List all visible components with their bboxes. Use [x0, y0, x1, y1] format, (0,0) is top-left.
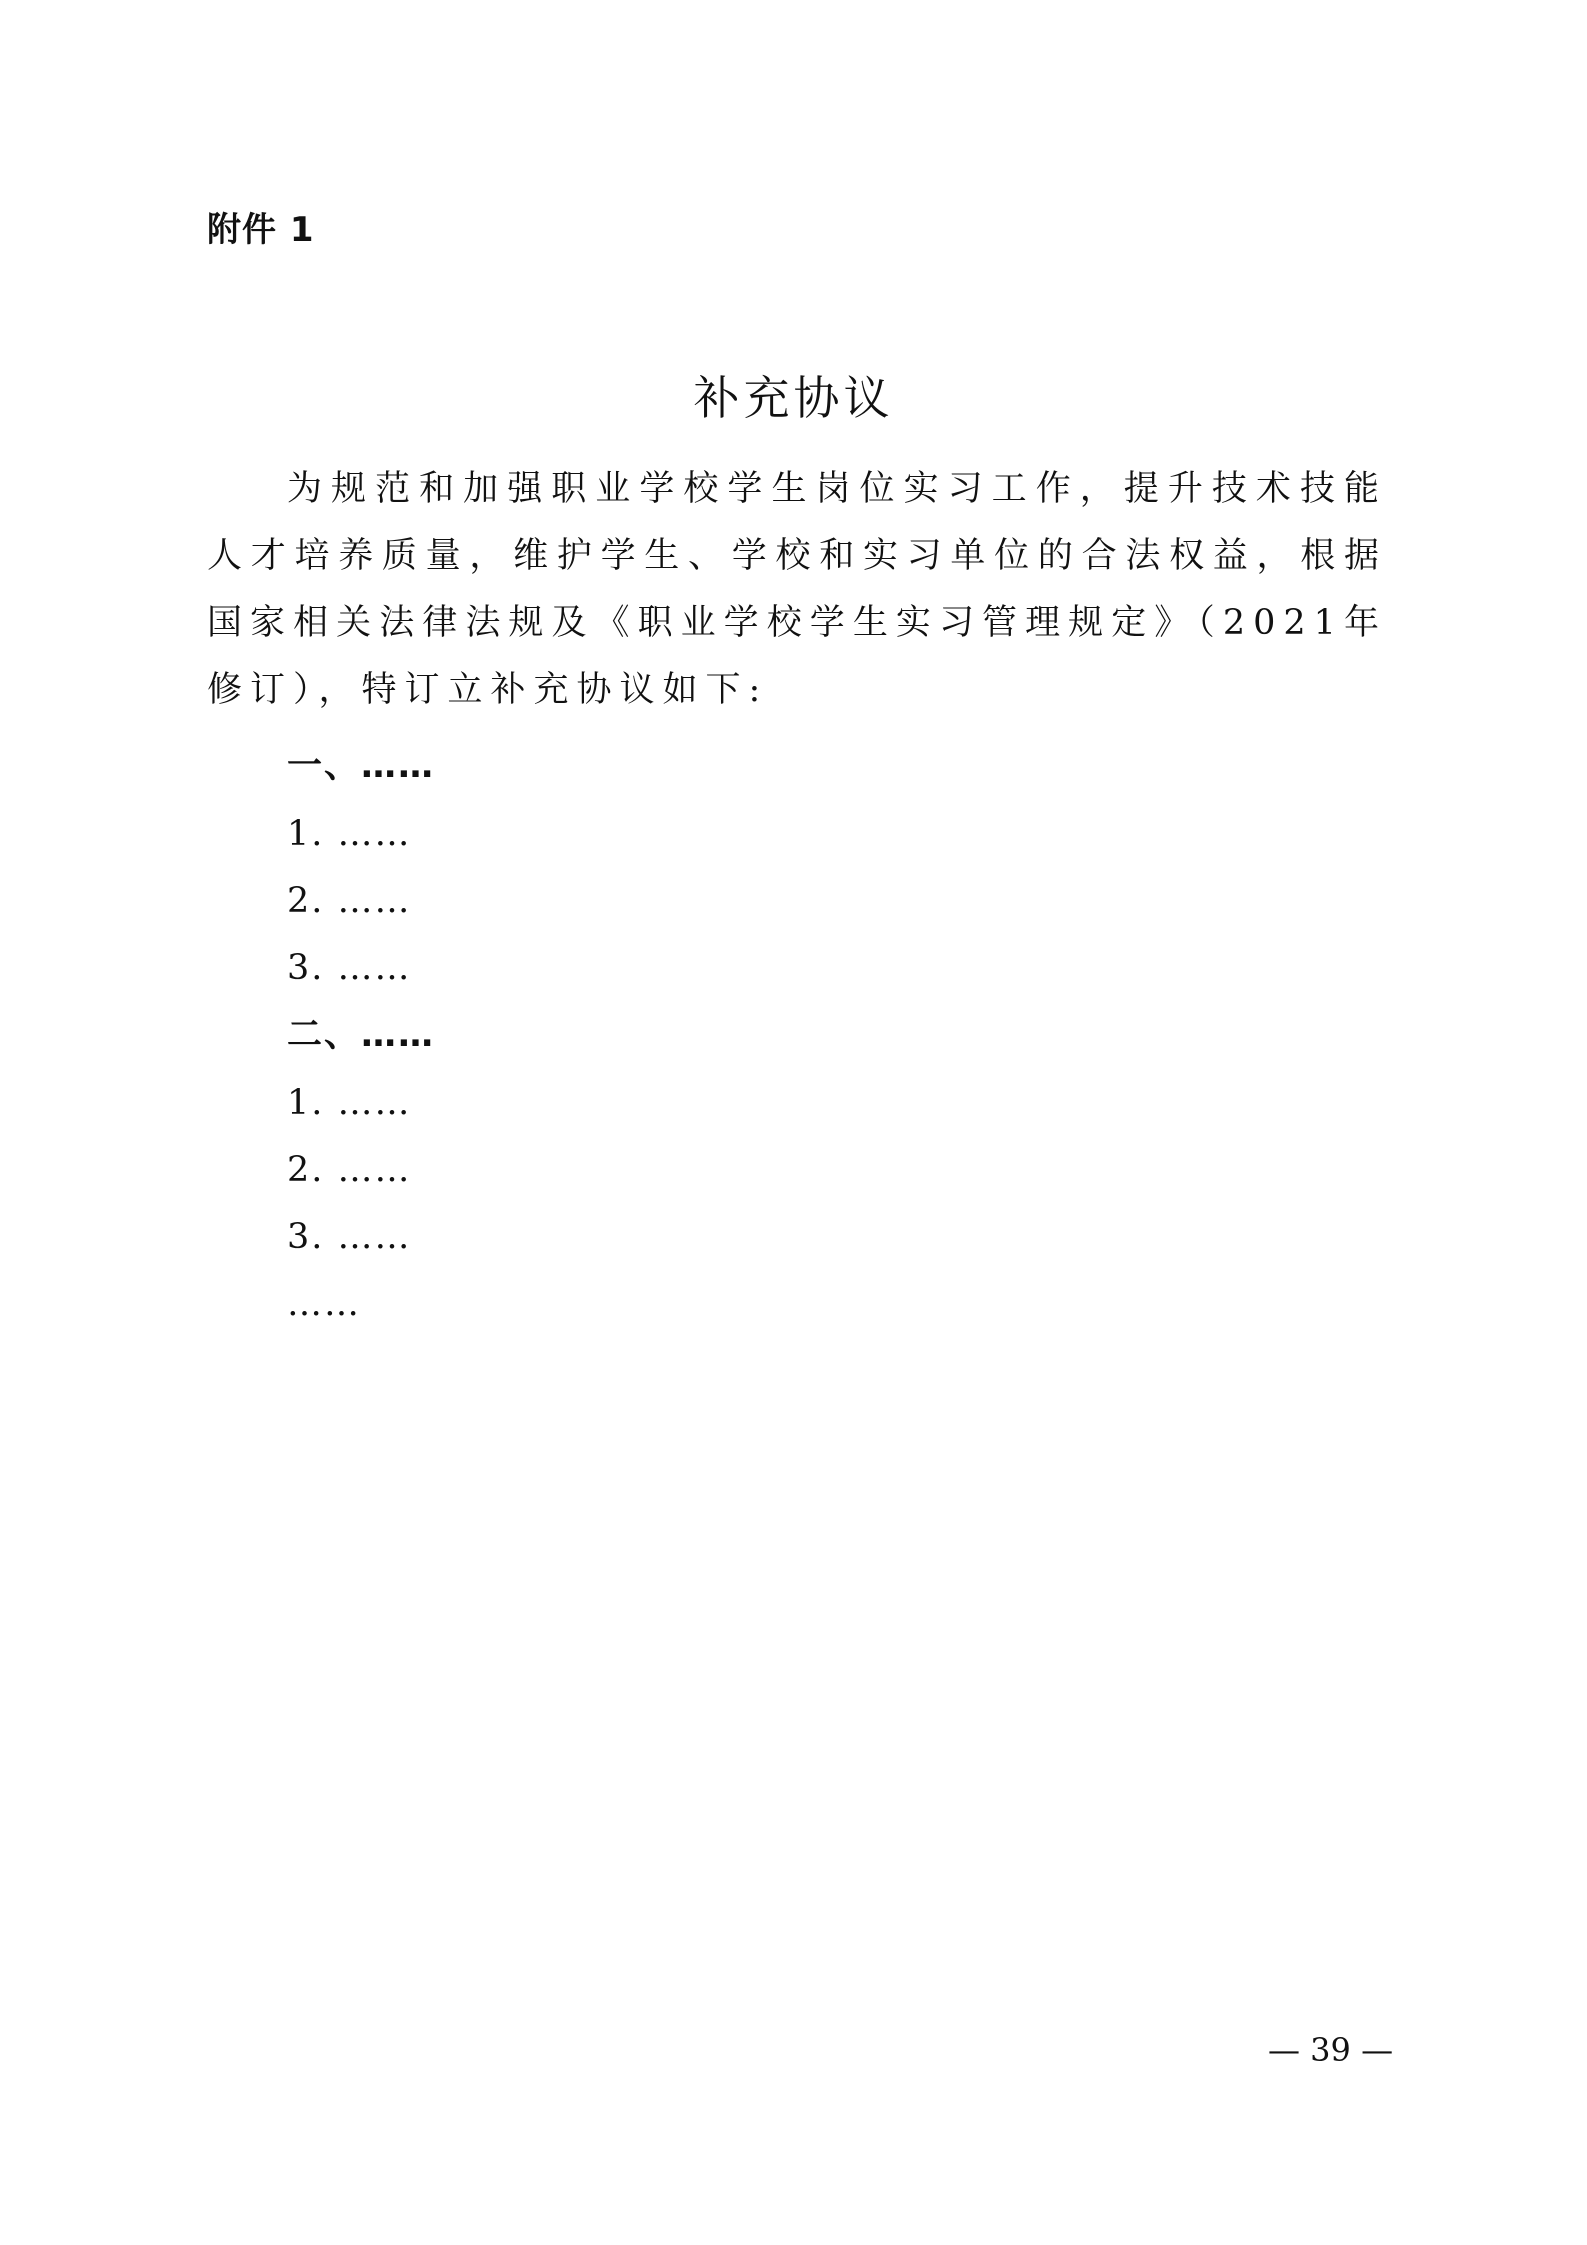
- page-number: — 39 —: [1268, 2031, 1394, 2069]
- trailing-ellipsis: ……: [287, 1284, 361, 1324]
- section-1-item-3: 3. ……: [287, 948, 412, 988]
- section-2-item-3: 3. ……: [287, 1217, 412, 1257]
- section-2-item-1: 1. ……: [287, 1083, 412, 1123]
- intro-paragraph: 为规范和加强职业学校学生岗位实习工作，提升技术技能人才培养质量，维护学生、学校和实习单位的合法权益，根据国家相关法律法规及《职业学校学生实习管理规定》（2021年修订），特订立补充协议如下:: [207, 469, 1387, 710]
- section-1-item-1: 1. ……: [287, 814, 412, 854]
- section-heading-2: 二、……: [287, 1015, 436, 1055]
- section-1-item-2: 2. ……: [287, 881, 412, 921]
- document-title: 补充协议: [693, 371, 894, 425]
- section-heading-1: 一、……: [287, 746, 436, 786]
- attachment-label: 附件 1: [207, 210, 315, 250]
- section-2-item-2: 2. ……: [287, 1150, 412, 1190]
